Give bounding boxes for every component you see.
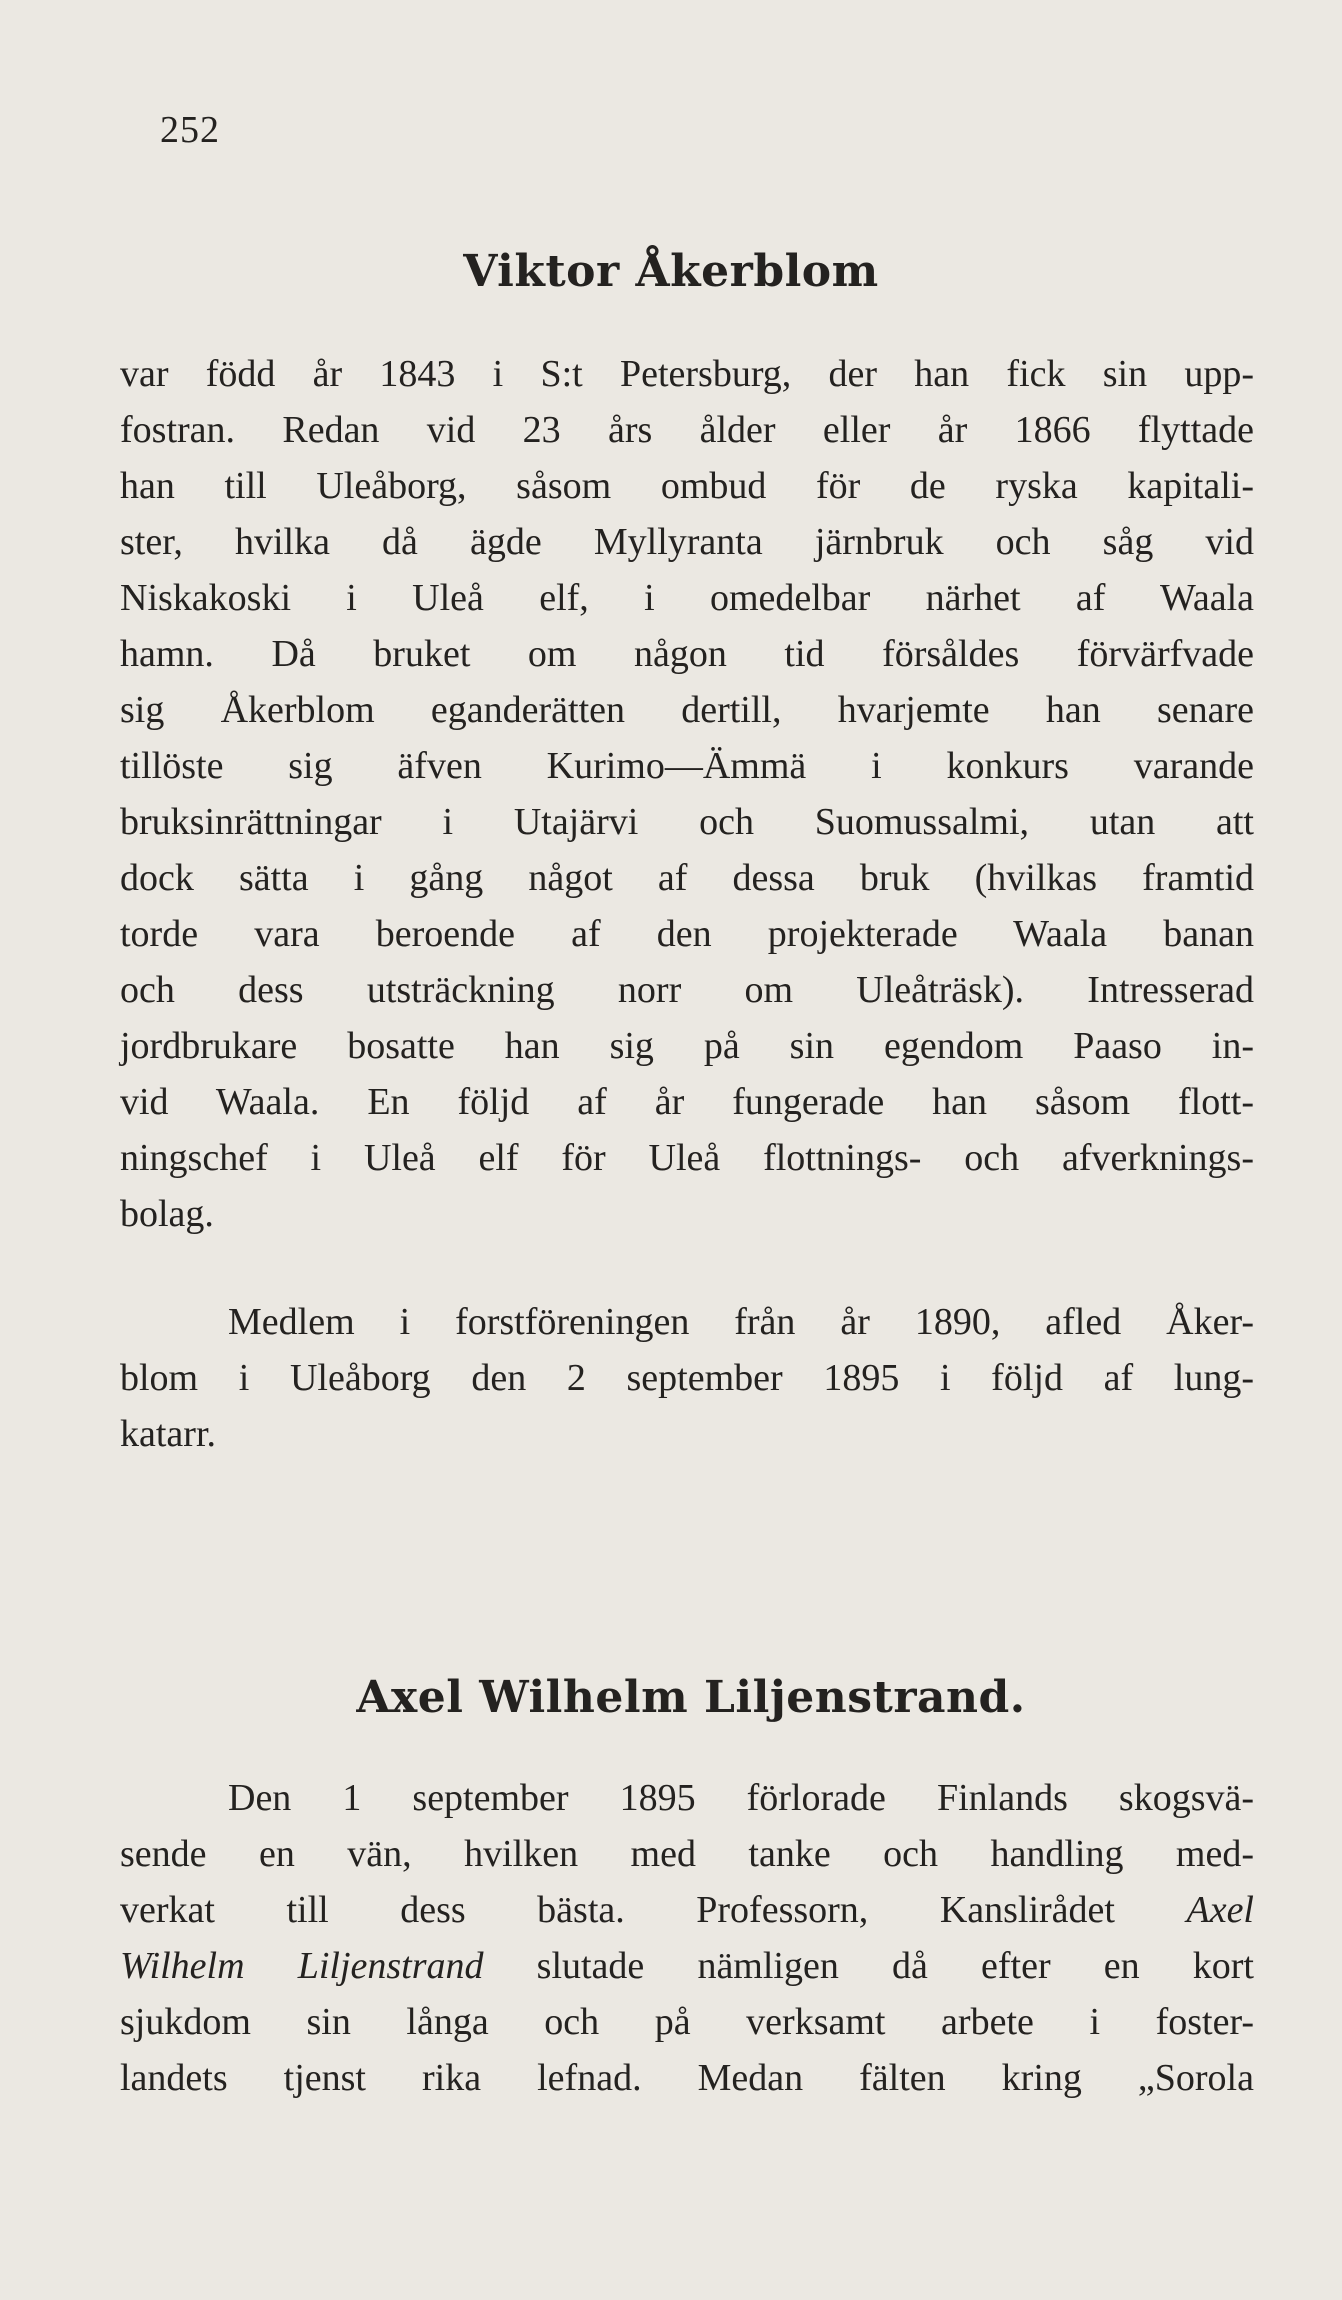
text-fragment: verkat till dess bästa. Professorn, Kanslirådet xyxy=(120,1889,1115,1931)
italic-name: Wilhelm Liljenstrand xyxy=(120,1945,484,1987)
text-line: sjukdom sin långa och på verksamt arbete i foster- xyxy=(120,2001,1254,2043)
section-title-liljenstrand: Axel Wilhelm Liljenstrand. xyxy=(356,1672,1026,1723)
text-line: och dess utsträckning norr om Uleåträsk). Intresserad xyxy=(120,969,1254,1011)
text-line: fostran. Redan vid 23 års ålder eller år 1866 flyttade xyxy=(120,409,1254,451)
text-line: dock sätta i gång något af dessa bruk (hvilkas framtid xyxy=(120,857,1254,899)
section-title-akerblom: Viktor Åkerblom xyxy=(463,246,879,297)
text-line: tillöste sig äfven Kurimo—Ämmä i konkurs varande xyxy=(120,745,1254,787)
italic-name: Axel xyxy=(1186,1889,1254,1931)
text-line: hamn. Då bruket om någon tid försåldes förvärfvade xyxy=(120,633,1254,675)
page-number: 252 xyxy=(160,109,220,151)
text-line: torde vara beroende af den projekterade Waala banan xyxy=(120,913,1254,955)
text-line: ster, hvilka då ägde Myllyranta järnbruk och såg vid xyxy=(120,521,1254,563)
text-line: blom i Uleåborg den 2 september 1895 i följd af lung- xyxy=(120,1357,1254,1399)
text-line: ningschef i Uleå elf för Uleå flottnings- och afverknings- xyxy=(120,1137,1254,1179)
text-line: vid Waala. En följd af år fungerade han såsom flott- xyxy=(120,1081,1254,1123)
text-line xyxy=(120,1884,1254,1936)
text-line: jordbrukare bosatte han sig på sin egendom Paaso in- xyxy=(120,1025,1254,1067)
text-fragment: slutade nämligen då efter en kort xyxy=(536,1945,1254,1987)
text-line: landets tjenst rika lefnad. Medan fälten kring „Sorola xyxy=(120,2057,1254,2099)
text-line: sende en vän, hvilken med tanke och handling med- xyxy=(120,1833,1254,1875)
text-line: katarr. xyxy=(120,1413,217,1455)
text-line: bruksinrättningar i Utajärvi och Suomussalmi, utan att xyxy=(120,801,1254,843)
text-line: Niskakoski i Uleå elf, i omedelbar närhet af Waala xyxy=(120,577,1254,619)
text-line: han till Uleåborg, såsom ombud för de ryska kapitali- xyxy=(120,465,1254,507)
text-line: Medlem i forstföreningen från år 1890, afled Åker- xyxy=(228,1301,1254,1343)
text-line: Den 1 september 1895 förlorade Finlands skogsvä- xyxy=(228,1777,1254,1819)
text-line: sig Åkerblom eganderätten dertill, hvarjemte han senare xyxy=(120,689,1254,731)
text-line: var född år 1843 i S:t Petersburg, der han fick sin upp- xyxy=(120,353,1254,395)
text-line: bolag. xyxy=(120,1193,214,1235)
text-line xyxy=(120,1940,1254,1992)
